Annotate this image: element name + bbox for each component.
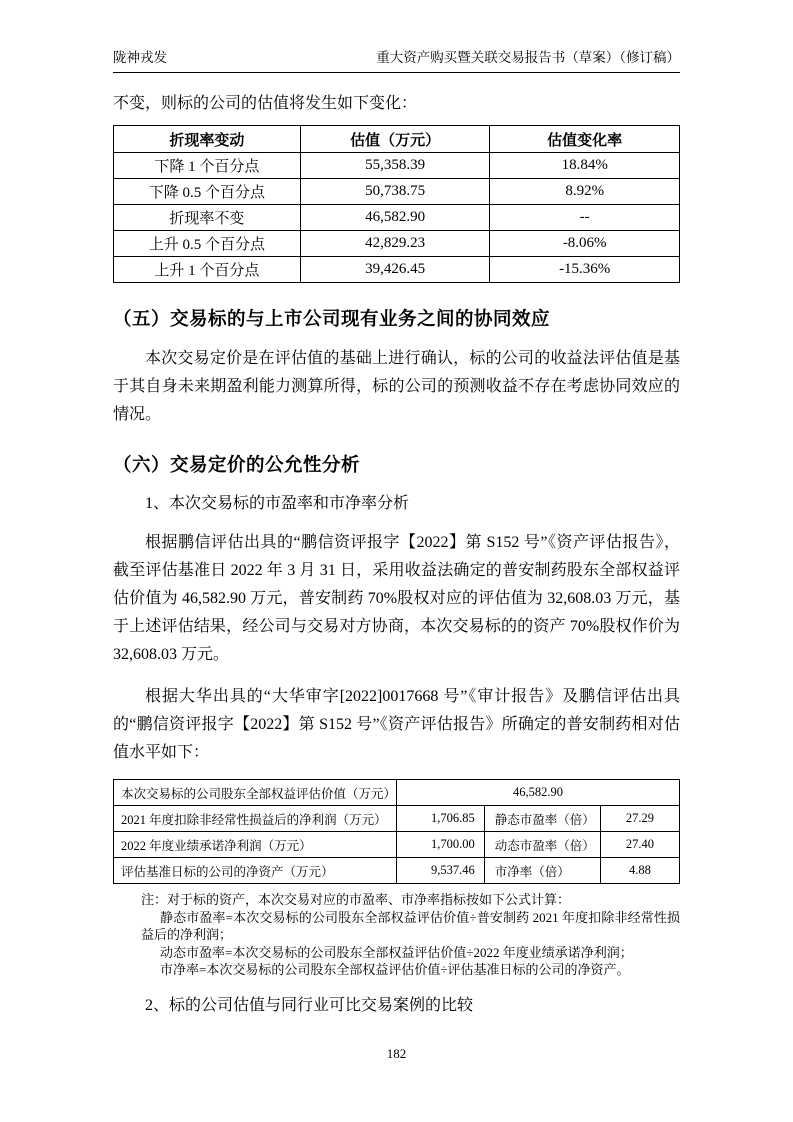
table-cell: 上升 0.5 个百分点 [114,231,301,257]
table-row [114,153,680,179]
table-row [114,780,680,806]
column-header: 估值变化率 [490,126,680,153]
table-cell: 2022 年度业绩承诺净利润（万元） [114,832,397,858]
header-report-title: 重大资产购买暨关联交易报告书（草案）（修订稿） [376,50,680,65]
table-cell: 50,738.75 [300,179,490,205]
column-header: 折现率变动 [114,126,301,153]
table-cell: 39,426.45 [300,257,490,283]
table-cell: 55,358.39 [300,153,490,179]
table-cell: 上升 1 个百分点 [114,257,301,283]
table-cell: 下降 1 个百分点 [114,153,301,179]
valuation-metrics-table [113,779,680,884]
note-line: 动态市盈率=本次交易标的公司股东全部权益评估价值÷2022 年度业绩承诺净利润； [160,944,633,960]
table-row [114,858,680,884]
table-row [114,205,680,231]
page-header [113,46,680,73]
table-cell: 2021 年度扣除非经常性损益后的净利润（万元） [114,806,397,832]
section-5-paragraph: 本次交易定价是在评估值的基础上进行确认，标的公司的收益法评估值是基于其自身未来期盈利能力测算所得，标的公司的预测收益不存在考虑协同效应的情况。 [113,350,680,423]
section-6-heading: （六）交易定价的公允性分析 [113,454,361,475]
header-company-name: 陇神戎发 [113,50,167,65]
table-cell: 静态市盈率（倍） [484,806,600,832]
section-5-heading: （五）交易标的与上市公司现有业务之间的协同效应 [113,308,551,329]
intro-text: 不变，则标的公司的估值将发生如下变化： [113,95,418,112]
table-cell: 动态市盈率（倍） [484,832,600,858]
table-cell: 42,829.23 [300,231,490,257]
table-header-row [114,126,680,153]
valuation-sensitivity-table [113,125,680,283]
table-cell: 9,537.46 [397,858,485,884]
table-cell: 折现率不变 [114,205,301,231]
table-cell: 本次交易标的公司股东全部权益评估价值（万元） [114,780,397,806]
table-cell: 8.92% [490,179,680,205]
pe-analysis-paragraph-1: 根据鹏信评估出具的“鹏信资评报字【2022】第 S152 号”《资产评估报告》，截至评估基准日 2022 年 3 月 31 日，采用收益法确定的普安制药股东全部权益评估价值为 46,582.90 万元，普安制药 70%股权对应的评估值为 32,608.03 万元，基于上述评估结果，经公司与交易对方协商，本次交易标的的资产 70%股权作价为 32,608.03 万元。 [113,534,680,663]
note-line: 市净率=本次交易标的公司股东全部权益评估价值÷评估基准日标的公司的净资产。 [160,962,630,977]
table-cell: -8.06% [490,231,680,257]
table-cell: 市净率（倍） [484,858,600,884]
subsection-2-heading: 2、标的公司估值与同行业可比交易案例的比较 [145,996,474,1014]
table-cell: -15.36% [490,257,680,283]
note-line: 注：对于标的资产，本次交易对应的市盈率、市净率指标按如下公式计算： [141,892,571,907]
table-cell: 18.84% [490,153,680,179]
subsection-1-heading: 1、本次交易标的市盈率和市净率分析 [145,495,410,512]
table-row [114,832,680,858]
table-cell: 评估基准日标的公司的净资产（万元） [114,858,397,884]
table-row [114,179,680,205]
table-cell: 下降 0.5 个百分点 [114,179,301,205]
table-row [114,231,680,257]
table-cell: 27.40 [600,832,679,858]
note-line: 静态市盈率=本次交易标的公司股东全部权益评估价值÷普安制药 2021 年度扣除非经常性损益后的净利润； [141,909,680,942]
page-number: 182 [386,1046,407,1061]
table-cell: 1,706.85 [397,806,485,832]
pe-analysis-paragraph-2: 根据大华出具的“大华审字[2022]0017668 号”《审计报告》及鹏信评估出具的“鹏信资评报字【2022】第 S152 号”《资产评估报告》所确定的普安制药相对估值水平如下： [113,688,680,761]
table-cell: -- [490,205,680,231]
table-notes [141,891,680,979]
table-row [114,257,680,283]
table-cell: 46,582.90 [397,780,680,806]
table-cell: 4.88 [600,858,679,884]
table-cell: 1,700.00 [397,832,485,858]
table-cell: 27.29 [600,806,679,832]
table-row [114,806,680,832]
column-header: 估值（万元） [300,126,490,153]
table-cell: 46,582.90 [300,205,490,231]
